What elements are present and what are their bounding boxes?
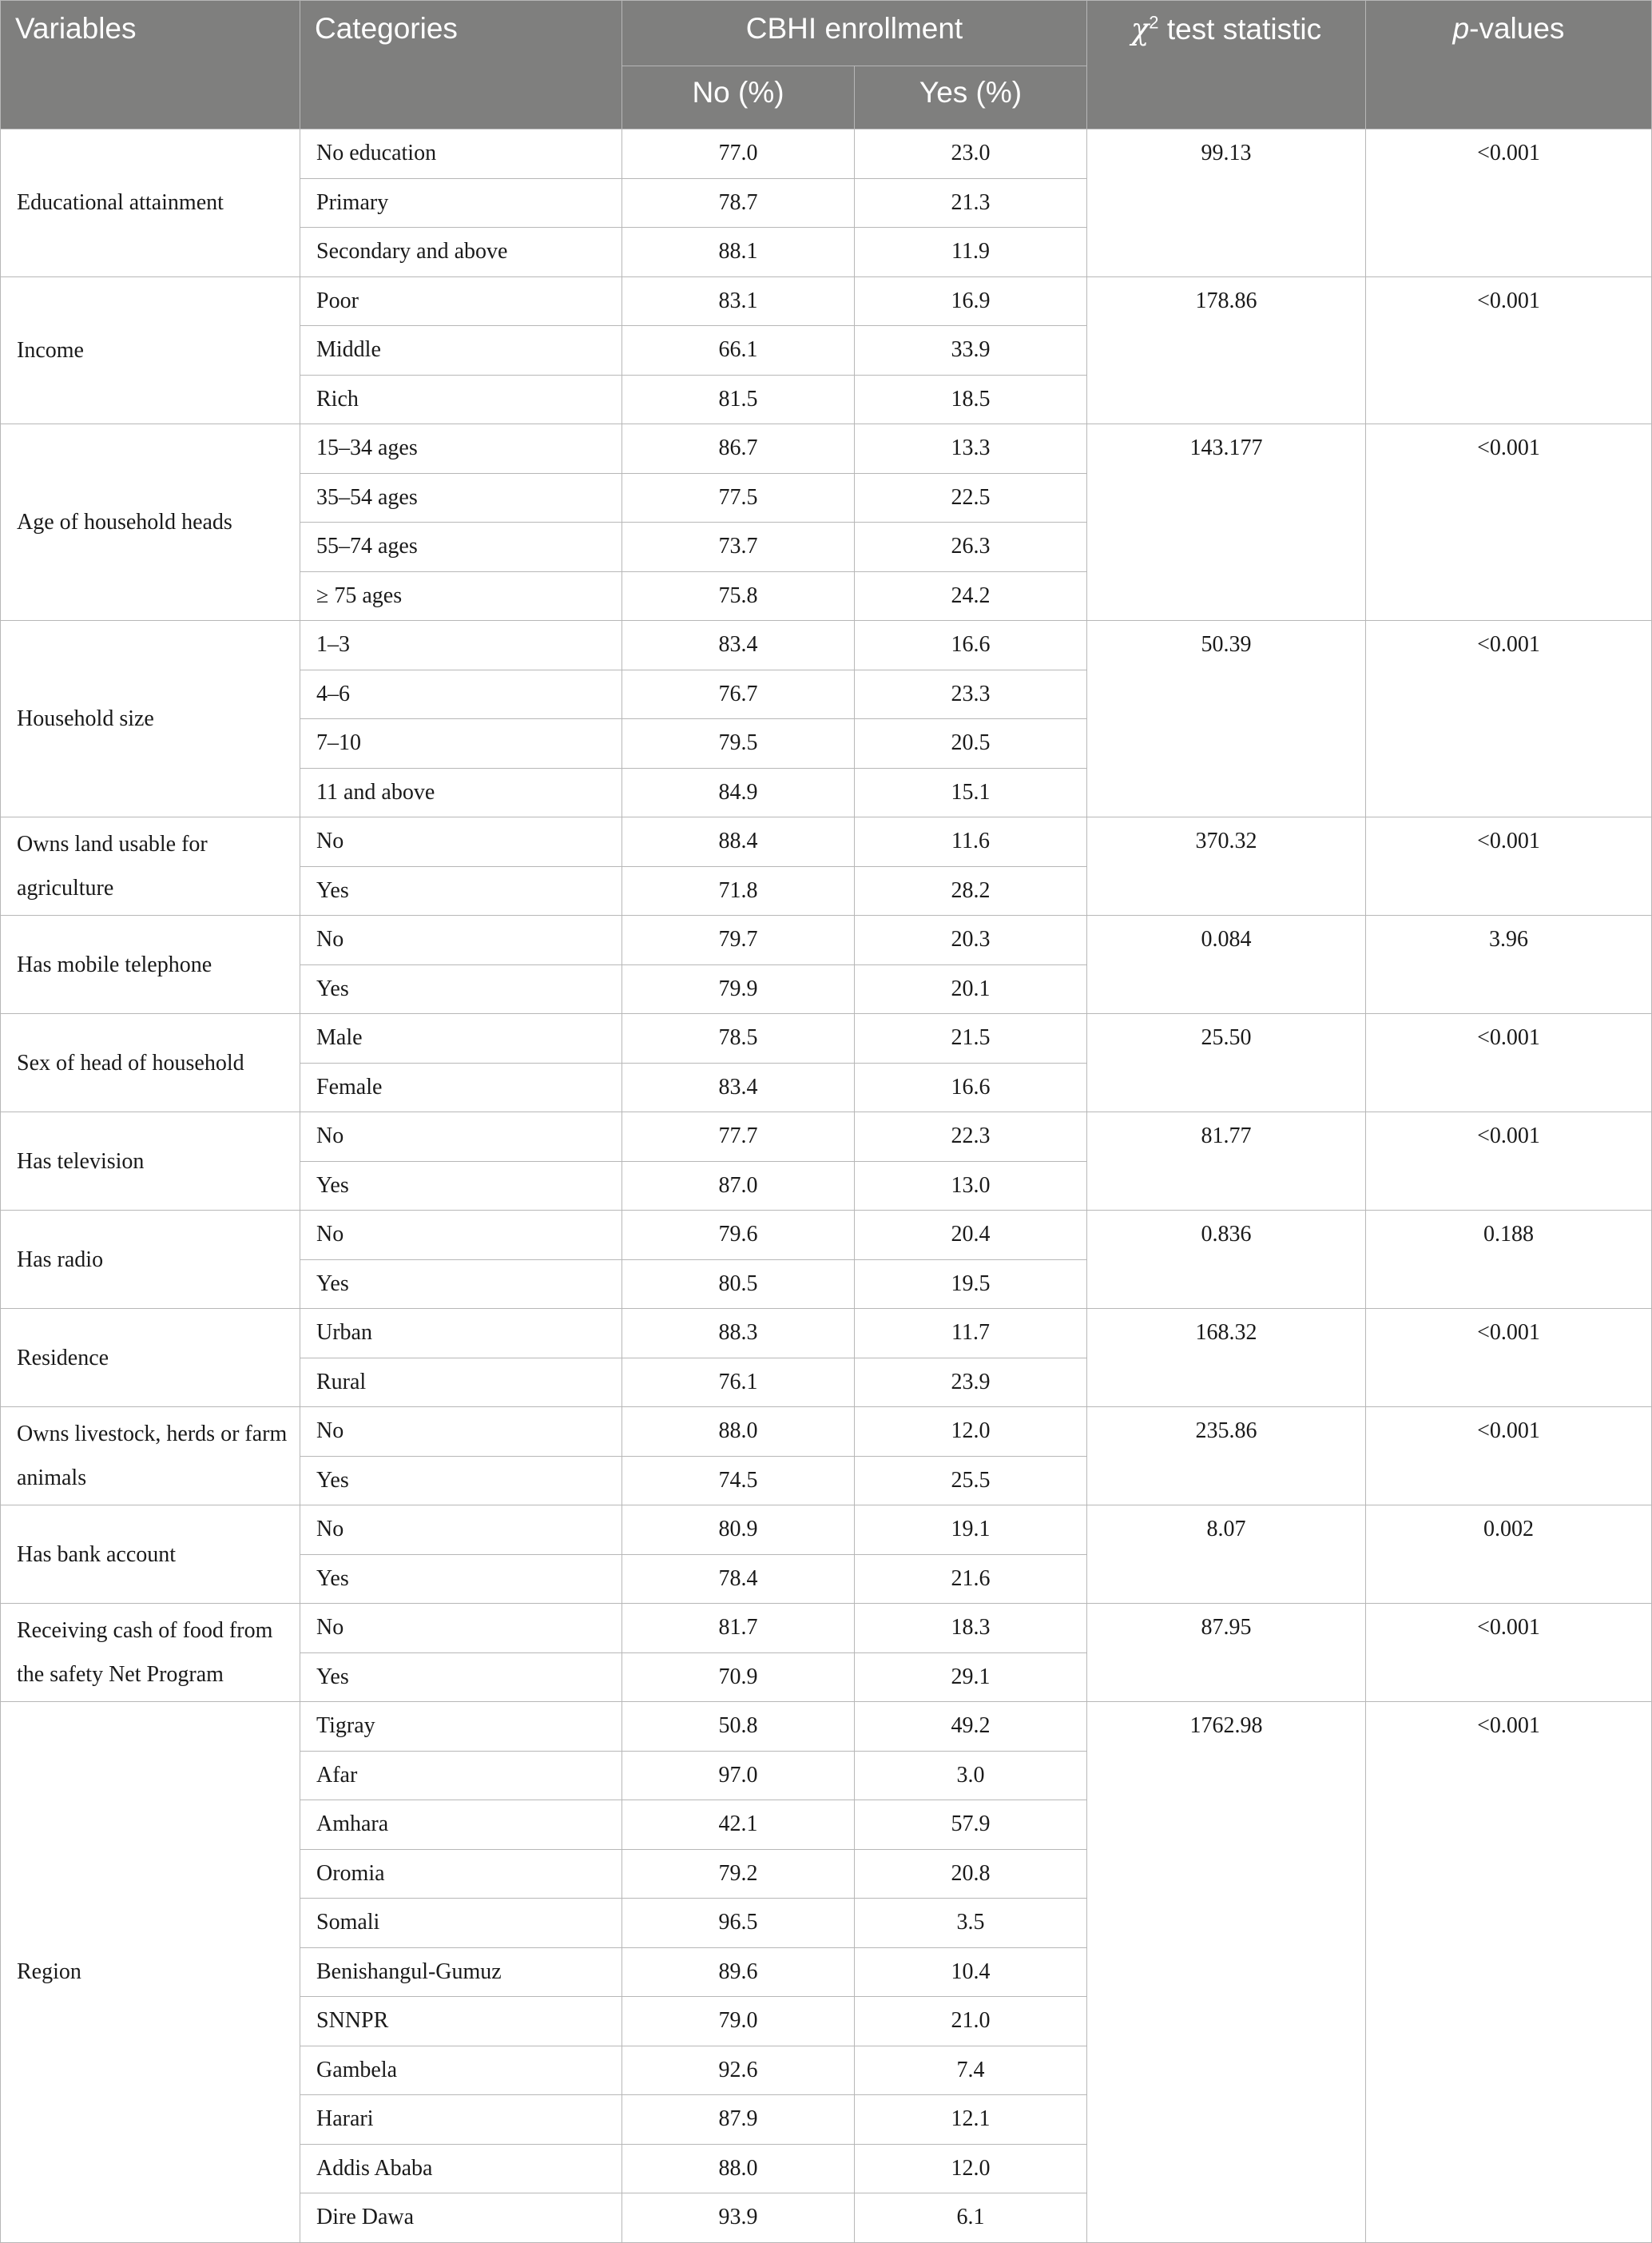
yes-percent-cell: 20.1	[855, 964, 1087, 1014]
yes-percent-cell: 20.5	[855, 719, 1087, 769]
no-percent-cell: 93.9	[622, 2193, 855, 2243]
table-row	[1, 1211, 1652, 1260]
p-value-cell: 0.188	[1366, 1211, 1652, 1309]
category-cell: Oromia	[300, 1849, 622, 1899]
chi-square-cell: 0.836	[1087, 1211, 1366, 1309]
category-cell: Rural	[300, 1358, 622, 1407]
category-cell: Yes	[300, 1456, 622, 1505]
category-cell: Dire Dawa	[300, 2193, 622, 2243]
category-cell: No	[300, 1604, 622, 1653]
yes-percent-cell: 16.9	[855, 276, 1087, 326]
p-value-cell: <0.001	[1366, 817, 1652, 916]
category-cell: Addis Ababa	[300, 2144, 622, 2193]
no-percent-cell: 77.0	[622, 129, 855, 179]
yes-percent-cell: 22.5	[855, 473, 1087, 523]
category-cell: 4–6	[300, 670, 622, 719]
variable-cell: Household size	[1, 621, 300, 817]
category-cell: Amhara	[300, 1800, 622, 1850]
yes-percent-cell: 12.0	[855, 2144, 1087, 2193]
header-categories: Categories	[300, 1, 622, 129]
no-percent-cell: 92.6	[622, 2046, 855, 2095]
yes-percent-cell: 49.2	[855, 1702, 1087, 1752]
yes-percent-cell: 23.0	[855, 129, 1087, 179]
table-body	[1, 129, 1652, 2243]
table-row	[1, 916, 1652, 965]
no-percent-cell: 79.7	[622, 916, 855, 965]
variable-cell: Has mobile telephone	[1, 916, 300, 1014]
yes-percent-cell: 11.6	[855, 817, 1087, 867]
category-cell: Middle	[300, 326, 622, 376]
yes-percent-cell: 3.5	[855, 1899, 1087, 1948]
yes-percent-cell: 10.4	[855, 1947, 1087, 1997]
no-percent-cell: 79.5	[622, 719, 855, 769]
category-cell: 1–3	[300, 621, 622, 670]
category-cell: No	[300, 817, 622, 867]
category-cell: Rich	[300, 375, 622, 424]
no-percent-cell: 89.6	[622, 1947, 855, 1997]
no-percent-cell: 88.0	[622, 1407, 855, 1457]
table-row	[1, 1604, 1652, 1653]
table-row	[1, 129, 1652, 179]
chi-square-cell: 235.86	[1087, 1407, 1366, 1505]
yes-percent-cell: 3.0	[855, 1751, 1087, 1800]
yes-percent-cell: 21.5	[855, 1014, 1087, 1064]
category-cell: No	[300, 1112, 622, 1162]
variable-cell: Income	[1, 276, 300, 424]
category-cell: Yes	[300, 1259, 622, 1309]
yes-percent-cell: 21.0	[855, 1997, 1087, 2046]
chi-square-cell: 143.177	[1087, 424, 1366, 621]
variable-cell: Residence	[1, 1309, 300, 1407]
category-cell: No education	[300, 129, 622, 179]
yes-percent-cell: 16.6	[855, 1063, 1087, 1112]
table-row	[1, 276, 1652, 326]
table-row	[1, 1112, 1652, 1162]
no-percent-cell: 79.9	[622, 964, 855, 1014]
yes-percent-cell: 26.3	[855, 523, 1087, 572]
no-percent-cell: 81.7	[622, 1604, 855, 1653]
variable-cell: Has radio	[1, 1211, 300, 1309]
category-cell: Somali	[300, 1899, 622, 1948]
no-percent-cell: 78.7	[622, 178, 855, 228]
no-percent-cell: 76.1	[622, 1358, 855, 1407]
no-percent-cell: 71.8	[622, 866, 855, 916]
chi-square-cell: 50.39	[1087, 621, 1366, 817]
category-cell: Secondary and above	[300, 228, 622, 277]
category-cell: Urban	[300, 1309, 622, 1358]
table-row	[1, 1505, 1652, 1555]
p-value-cell: 0.002	[1366, 1505, 1652, 1604]
yes-percent-cell: 18.5	[855, 375, 1087, 424]
no-percent-cell: 78.4	[622, 1554, 855, 1604]
no-percent-cell: 73.7	[622, 523, 855, 572]
table-row	[1, 1309, 1652, 1358]
yes-percent-cell: 18.3	[855, 1604, 1087, 1653]
yes-percent-cell: 21.3	[855, 178, 1087, 228]
category-cell: 7–10	[300, 719, 622, 769]
category-cell: Female	[300, 1063, 622, 1112]
p-value-cell: <0.001	[1366, 424, 1652, 621]
category-cell: Yes	[300, 866, 622, 916]
no-percent-cell: 70.9	[622, 1652, 855, 1702]
yes-percent-cell: 21.6	[855, 1554, 1087, 1604]
no-percent-cell: 83.4	[622, 621, 855, 670]
no-percent-cell: 79.0	[622, 1997, 855, 2046]
category-cell: 11 and above	[300, 768, 622, 817]
p-value-cell: <0.001	[1366, 1309, 1652, 1407]
variable-cell: Has bank account	[1, 1505, 300, 1604]
yes-percent-cell: 57.9	[855, 1800, 1087, 1850]
no-percent-cell: 66.1	[622, 326, 855, 376]
yes-percent-cell: 20.8	[855, 1849, 1087, 1899]
p-value-cell: <0.001	[1366, 1604, 1652, 1702]
chi-square-cell: 81.77	[1087, 1112, 1366, 1211]
header-variables: Variables	[1, 1, 300, 129]
chi-square-cell: 168.32	[1087, 1309, 1366, 1407]
yes-percent-cell: 11.7	[855, 1309, 1087, 1358]
p-value-cell: <0.001	[1366, 1014, 1652, 1112]
category-cell: Primary	[300, 178, 622, 228]
yes-percent-cell: 23.3	[855, 670, 1087, 719]
no-percent-cell: 76.7	[622, 670, 855, 719]
category-cell: Afar	[300, 1751, 622, 1800]
category-cell: Male	[300, 1014, 622, 1064]
yes-percent-cell: 13.0	[855, 1161, 1087, 1211]
yes-percent-cell: 16.6	[855, 621, 1087, 670]
category-cell: Gambela	[300, 2046, 622, 2095]
p-value-cell: <0.001	[1366, 276, 1652, 424]
yes-percent-cell: 15.1	[855, 768, 1087, 817]
header-cbhi-enrollment: CBHI enrollment	[622, 1, 1087, 66]
chi-square-cell: 178.86	[1087, 276, 1366, 424]
no-percent-cell: 74.5	[622, 1456, 855, 1505]
no-percent-cell: 80.5	[622, 1259, 855, 1309]
table-row	[1, 1014, 1652, 1064]
variable-cell: Educational attainment	[1, 129, 300, 277]
table-row	[1, 817, 1652, 867]
yes-percent-cell: 12.1	[855, 2095, 1087, 2145]
chi-superscript: 2	[1149, 12, 1159, 33]
p-value-cell: <0.001	[1366, 129, 1652, 277]
yes-percent-cell: 19.5	[855, 1259, 1087, 1309]
no-percent-cell: 88.3	[622, 1309, 855, 1358]
table-row	[1, 1407, 1652, 1457]
p-value-cell: <0.001	[1366, 1112, 1652, 1211]
p-value-cell: <0.001	[1366, 1407, 1652, 1505]
category-cell: 55–74 ages	[300, 523, 622, 572]
chi-label: test statistic	[1158, 13, 1322, 46]
no-percent-cell: 80.9	[622, 1505, 855, 1555]
yes-percent-cell: 20.3	[855, 916, 1087, 965]
no-percent-cell: 81.5	[622, 375, 855, 424]
header-chi-square	[1087, 1, 1366, 129]
yes-percent-cell: 23.9	[855, 1358, 1087, 1407]
chi-square-cell: 0.084	[1087, 916, 1366, 1014]
yes-percent-cell: 19.1	[855, 1505, 1087, 1555]
no-percent-cell: 87.0	[622, 1161, 855, 1211]
category-cell: Yes	[300, 1554, 622, 1604]
chi-symbol: χ	[1130, 12, 1150, 46]
p-symbol: p	[1452, 12, 1470, 45]
category-cell: No	[300, 916, 622, 965]
category-cell: 35–54 ages	[300, 473, 622, 523]
p-value-cell: 3.96	[1366, 916, 1652, 1014]
category-cell: Harari	[300, 2095, 622, 2145]
category-cell: SNNPR	[300, 1997, 622, 2046]
no-percent-cell: 97.0	[622, 1751, 855, 1800]
category-cell: No	[300, 1211, 622, 1260]
no-percent-cell: 84.9	[622, 768, 855, 817]
p-value-cell: <0.001	[1366, 1702, 1652, 2243]
no-percent-cell: 96.5	[622, 1899, 855, 1948]
no-percent-cell: 79.6	[622, 1211, 855, 1260]
table-row	[1, 621, 1652, 670]
category-cell: 15–34 ages	[300, 424, 622, 474]
no-percent-cell: 88.1	[622, 228, 855, 277]
no-percent-cell: 75.8	[622, 571, 855, 621]
no-percent-cell: 86.7	[622, 424, 855, 474]
table-row	[1, 1702, 1652, 1752]
yes-percent-cell: 6.1	[855, 2193, 1087, 2243]
yes-percent-cell: 29.1	[855, 1652, 1087, 1702]
variable-cell: Owns land usable for agriculture	[1, 817, 300, 916]
chi-square-cell: 1762.98	[1087, 1702, 1366, 2243]
chi-square-cell: 8.07	[1087, 1505, 1366, 1604]
no-percent-cell: 50.8	[622, 1702, 855, 1752]
no-percent-cell: 78.5	[622, 1014, 855, 1064]
header-no-pct: No (%)	[622, 66, 855, 129]
category-cell: Benishangul-Gumuz	[300, 1947, 622, 1997]
category-cell: Poor	[300, 276, 622, 326]
chi-square-cell: 370.32	[1087, 817, 1366, 916]
category-cell: Yes	[300, 1161, 622, 1211]
no-percent-cell: 83.1	[622, 276, 855, 326]
table-header	[1, 1, 1652, 129]
yes-percent-cell: 20.4	[855, 1211, 1087, 1260]
no-percent-cell: 77.7	[622, 1112, 855, 1162]
yes-percent-cell: 13.3	[855, 424, 1087, 474]
yes-percent-cell: 7.4	[855, 2046, 1087, 2095]
variable-cell: Sex of head of household	[1, 1014, 300, 1112]
variable-cell: Age of household heads	[1, 424, 300, 621]
no-percent-cell: 79.2	[622, 1849, 855, 1899]
chi-square-cell: 25.50	[1087, 1014, 1366, 1112]
variable-cell: Owns livestock, herds or farm animals	[1, 1407, 300, 1505]
category-cell: No	[300, 1407, 622, 1457]
no-percent-cell: 42.1	[622, 1800, 855, 1850]
variable-cell: Receiving cash of food from the safety Net Program	[1, 1604, 300, 1702]
yes-percent-cell: 11.9	[855, 228, 1087, 277]
no-percent-cell: 77.5	[622, 473, 855, 523]
category-cell: Tigray	[300, 1702, 622, 1752]
table-row	[1, 424, 1652, 474]
chi-square-cell: 99.13	[1087, 129, 1366, 277]
category-cell: No	[300, 1505, 622, 1555]
no-percent-cell: 88.4	[622, 817, 855, 867]
no-percent-cell: 83.4	[622, 1063, 855, 1112]
yes-percent-cell: 24.2	[855, 571, 1087, 621]
variable-cell: Has television	[1, 1112, 300, 1211]
yes-percent-cell: 12.0	[855, 1407, 1087, 1457]
category-cell: Yes	[300, 1652, 622, 1702]
yes-percent-cell: 22.3	[855, 1112, 1087, 1162]
p-value-cell: <0.001	[1366, 621, 1652, 817]
header-p-values	[1366, 1, 1652, 129]
variable-cell: Region	[1, 1702, 300, 2243]
chi-square-cell: 87.95	[1087, 1604, 1366, 1702]
header-yes-pct: Yes (%)	[855, 66, 1087, 129]
no-percent-cell: 88.0	[622, 2144, 855, 2193]
yes-percent-cell: 28.2	[855, 866, 1087, 916]
yes-percent-cell: 25.5	[855, 1456, 1087, 1505]
p-label: -values	[1469, 12, 1565, 45]
yes-percent-cell: 33.9	[855, 326, 1087, 376]
category-cell: ≥ 75 ages	[300, 571, 622, 621]
no-percent-cell: 87.9	[622, 2095, 855, 2145]
category-cell: Yes	[300, 964, 622, 1014]
